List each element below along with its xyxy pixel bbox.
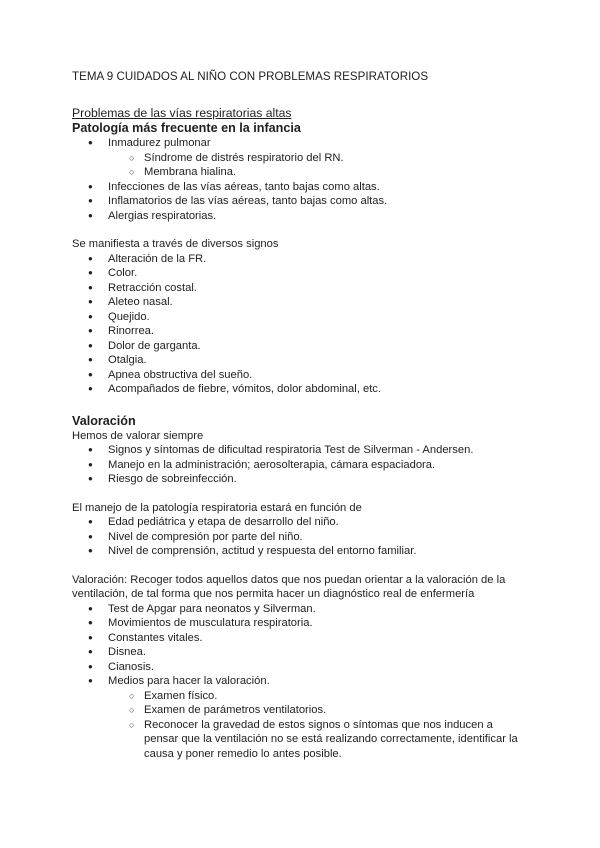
sublist [72, 151, 532, 180]
assessment-list [72, 443, 532, 487]
sublist [72, 689, 532, 762]
list-item: ● Infecciones de las vías aéreas, tanto bajas como altas. [72, 180, 532, 195]
list-item: ● Cianosis. [72, 660, 532, 675]
list-item: ● Inmadurez pulmonar ○ Síndrome de distrés respiratorio del RN. ○ Membrana hialina. [72, 136, 532, 180]
document-page [72, 70, 532, 761]
valuation-list [72, 602, 532, 762]
sublist-item-line: pensar que la ventilación no se está realizando correctamente, identificar la [144, 733, 518, 745]
sublist-item: ○ Síndrome de distrés respiratorio del RN. [72, 151, 532, 166]
section-subheading: Problemas de las vías respiratorias altas [72, 105, 292, 120]
paragraph-line: ventilación, de tal forma que nos permita hacer un diagnóstico real de enfermería [72, 588, 475, 600]
sublist-item [72, 718, 532, 762]
list-item: ● Disnea. [72, 645, 532, 660]
document-title: TEMA 9 CUIDADOS AL NIÑO CON PROBLEMAS RESPIRATORIOS [72, 70, 429, 83]
pathology-list [72, 136, 532, 223]
sublist-item: ○ Examen de parámetros ventilatorios. [72, 703, 532, 718]
list-item: ● Nivel de compresión por parte del niño. [72, 530, 532, 545]
sublist-item-line: causa y poner remedio lo antes posible. [144, 747, 342, 760]
list-item: ● Manejo en la administración; aerosolterapia, cámara espaciadora. [72, 458, 532, 473]
list-item: ● Nivel de comprensión, actitud y respuesta del entorno familiar. [72, 544, 532, 559]
management-list [72, 515, 532, 559]
list-item: ● Edad pediátrica y etapa de desarrollo del niño. [72, 515, 532, 530]
list-item: ● Test de Apgar para neonatos y Silverman. [72, 602, 532, 617]
section-heading: Patología más frecuente en la infancia [72, 120, 301, 135]
sublist-item: ○ Examen físico. [72, 689, 532, 704]
list-item: ● Alergias respiratorias. [72, 209, 532, 224]
paragraph-line: Valoración: Recoger todos aquellos datos que nos puedan orientar a la valoración de la [72, 573, 506, 586]
list-item: ● Color. [72, 266, 532, 281]
list-item: ● Apnea obstructiva del sueño. [72, 368, 532, 383]
section-heading: Valoración [72, 413, 136, 428]
list-item: ● Medios para hacer la valoración. ○ Examen físico. ○ Examen de parámetros ventilatorios. ○ Reconocer la gravedad de estos signos o síntomas que nos inducen a pensar que la ventilación no se está realizando correctamente, identificar la causa y poner remedio lo antes posible. [72, 674, 532, 761]
list-item: ● Signos y síntomas de dificultad respiratoria Test de Silverman - Andersen. [72, 443, 532, 458]
list-item: ● Constantes vitales. [72, 631, 532, 646]
paragraph: El manejo de la patología respiratoria estará en función de [72, 501, 362, 514]
list-item: ● Rinorrea. [72, 324, 532, 339]
list-item: ● Acompañados de fiebre, vómitos, dolor abdominal, etc. [72, 382, 532, 397]
list-item: ● Inflamatorios de las vías aéreas, tanto bajas como altas. [72, 194, 532, 209]
list-item: ● Aleteo nasal. [72, 295, 532, 310]
list-item: ● Movimientos de musculatura respiratoria. [72, 616, 532, 631]
sublist-item-line: ○ Reconocer la gravedad de estos signos o síntomas que nos inducen a [144, 718, 493, 731]
list-item: ● Otalgia. [72, 353, 532, 368]
paragraph: Se manifiesta a través de diversos signos [72, 238, 279, 250]
list-item: ● Quejido. [72, 310, 532, 325]
list-item: ● Riesgo de sobreinfección. [72, 472, 532, 487]
paragraph: Hemos de valorar siempre [72, 429, 204, 442]
sublist-item: ○ Membrana hialina. [72, 165, 532, 180]
list-item: ● Alteración de la FR. [72, 252, 532, 267]
list-item: ● Dolor de garganta. [72, 339, 532, 354]
signs-list [72, 252, 532, 397]
list-item: ● Retracción costal. [72, 281, 532, 296]
